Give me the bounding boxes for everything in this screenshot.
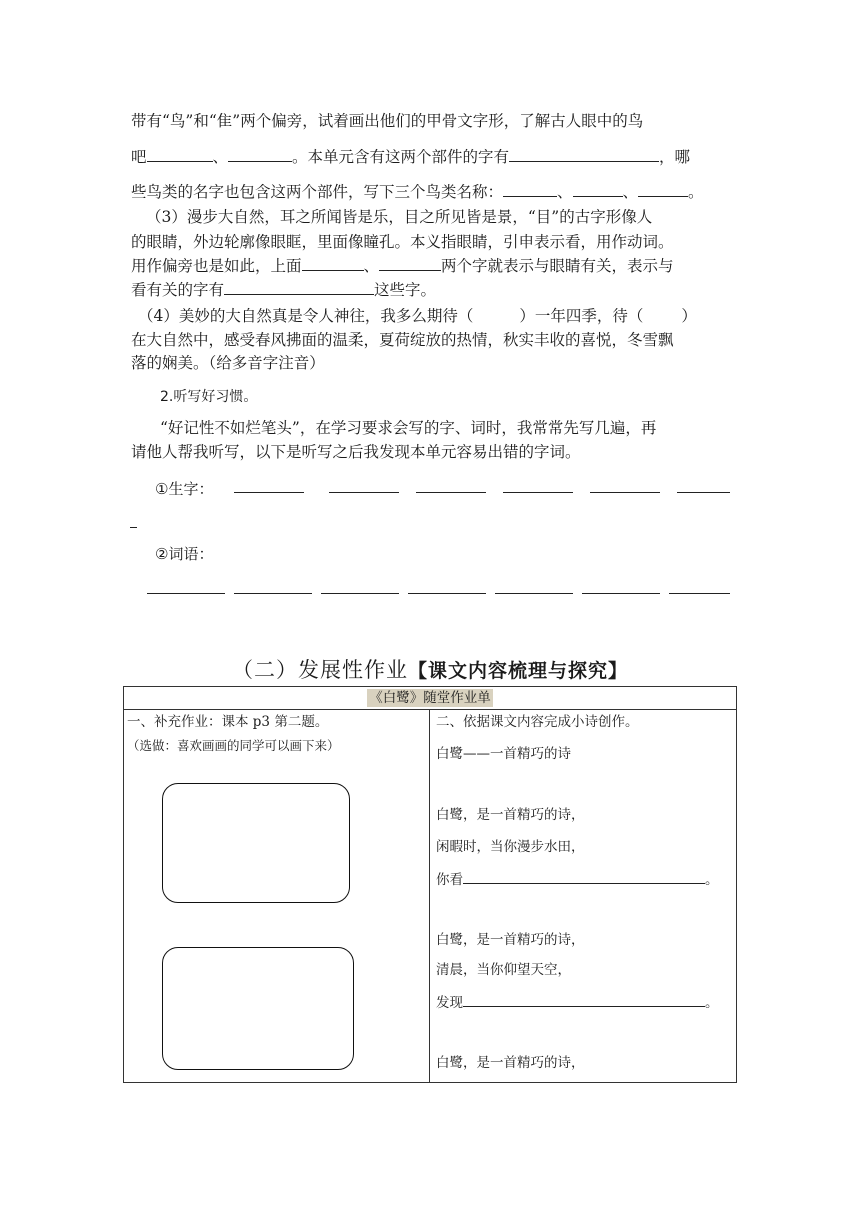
- text-fragment: ）: [681, 307, 697, 325]
- fill-blank[interactable]: [582, 593, 660, 594]
- poem-title: 白鹭——一首精巧的诗: [436, 746, 571, 762]
- fill-blank[interactable]: [234, 492, 304, 493]
- fill-blank[interactable]: [329, 492, 399, 493]
- fill-blank[interactable]: [408, 593, 486, 594]
- text-line: [131, 279, 436, 301]
- text-line: 落的娴美。（给多音字注音）: [131, 354, 325, 372]
- fill-blank[interactable]: [228, 147, 292, 162]
- fill-blank[interactable]: [677, 492, 730, 493]
- section-title: [0, 654, 860, 684]
- text-fragment: 、: [212, 148, 229, 166]
- fill-blank[interactable]: [321, 593, 399, 594]
- text-line: [131, 255, 674, 277]
- text-fragment: 两个字就表示与眼睛有关，表示与: [441, 257, 674, 275]
- fill-blank[interactable]: [669, 593, 730, 594]
- text-fragment: 用作偏旁也是如此，上面: [131, 257, 302, 275]
- worksheet-header-text: 《白鹭》随堂作业单: [369, 690, 491, 706]
- poem-text: 你看: [436, 872, 463, 888]
- left-task: 一、补充作业：课本 p3 第二题。: [127, 714, 329, 730]
- poem-line: 白鹭，是一首精巧的诗，: [436, 1055, 585, 1071]
- fill-blank[interactable]: [503, 182, 557, 197]
- poem-blank[interactable]: [463, 870, 705, 884]
- fill-blank[interactable]: [503, 492, 573, 493]
- fill-blank[interactable]: [147, 147, 213, 162]
- text-line: （3）漫步大自然，耳之所闻皆是乐，目之所见皆是景，“目”的古字形像人: [146, 208, 653, 226]
- text-line: [131, 146, 690, 168]
- text-fragment: 。本单元含有这两个部件的字有: [292, 148, 510, 166]
- text-line: “好记性不如烂笔头”，在学习要求会写的字、词时，我常常先写几遍，再: [160, 419, 657, 437]
- fill-blank[interactable]: [416, 492, 486, 493]
- text-line: 在大自然中，感受春风拂面的温柔，夏荷绽放的热情，秋实丰收的喜悦，冬雪飘: [131, 331, 674, 349]
- poem-line: 清晨，当你仰望天空，: [436, 962, 571, 978]
- poem-line: [436, 993, 719, 1012]
- worksheet-header: [124, 687, 736, 710]
- drawing-box[interactable]: [162, 947, 354, 1070]
- text-fragment: 、: [363, 257, 380, 275]
- text-line: 带有“鸟”和“隹”两个偏旁，试着画出他们的甲骨文字形，了解古人眼中的鸟: [131, 112, 644, 130]
- poem-line: 闲暇时，当你漫步水田，: [436, 839, 585, 855]
- text-fragment: ，哪: [659, 148, 691, 166]
- fill-blank[interactable]: [147, 593, 225, 594]
- fill-blank[interactable]: [495, 593, 573, 594]
- chars-label: ①生字：: [155, 480, 214, 498]
- left-note: （选做：喜欢画画的同学可以画下来）: [127, 738, 340, 753]
- poem-line: [436, 870, 719, 889]
- text-fragment: 吧: [131, 148, 147, 166]
- text-fragment: 看有关的字有: [131, 281, 225, 299]
- text-fragment: 。: [688, 183, 704, 201]
- fill-blank[interactable]: [224, 280, 374, 295]
- question-title: 2.听写好习惯。: [160, 389, 258, 405]
- poem-line: 白鹭，是一首精巧的诗，: [436, 807, 585, 823]
- fill-blank[interactable]: [302, 256, 364, 271]
- poem-text: 发现: [436, 995, 463, 1011]
- poem-blank[interactable]: [463, 993, 705, 1007]
- text-line: [131, 181, 704, 203]
- text-fragment: （4）美妙的大自然真是令人神往，我多么期待（: [138, 307, 474, 325]
- section-title-bold: 【课文内容梳理与探究】: [407, 660, 628, 682]
- right-task: 二、依据课文内容完成小诗创作。: [436, 714, 639, 730]
- text-line: [138, 305, 697, 327]
- worksheet-table: [123, 686, 737, 1083]
- text-fragment: 些鸟类的名字也包含这两个部件，写下三个鸟类名称：: [131, 183, 504, 201]
- drawing-box[interactable]: [162, 783, 350, 903]
- section-title-text: （二）发展性作业: [231, 658, 408, 682]
- fill-blank[interactable]: [234, 593, 312, 594]
- poem-text: 。: [705, 872, 719, 888]
- poem-text: 。: [705, 995, 719, 1011]
- text-fragment: 、: [622, 183, 639, 201]
- fill-blank[interactable]: [379, 256, 441, 271]
- fill-blank[interactable]: [130, 527, 137, 528]
- text-line: 请他人帮我听写，以下是听写之后我发现本单元容易出错的字词。: [131, 443, 581, 461]
- fill-blank[interactable]: [509, 147, 659, 162]
- fill-blank[interactable]: [590, 492, 660, 493]
- words-label: ②词语：: [155, 545, 214, 563]
- text-fragment: 、: [557, 183, 573, 201]
- fill-blank[interactable]: [573, 182, 623, 197]
- poem-line: 白鹭，是一首精巧的诗，: [436, 932, 585, 948]
- text-fragment: 这些字。: [374, 281, 437, 299]
- fill-blank[interactable]: [638, 182, 688, 197]
- text-fragment: ）一年四季，待（: [519, 307, 644, 325]
- column-divider: [429, 709, 430, 1083]
- text-line: 的眼睛，外边轮廓像眼眶，里面像瞳孔。本义指眼睛，引申表示看，用作动词。: [131, 233, 674, 251]
